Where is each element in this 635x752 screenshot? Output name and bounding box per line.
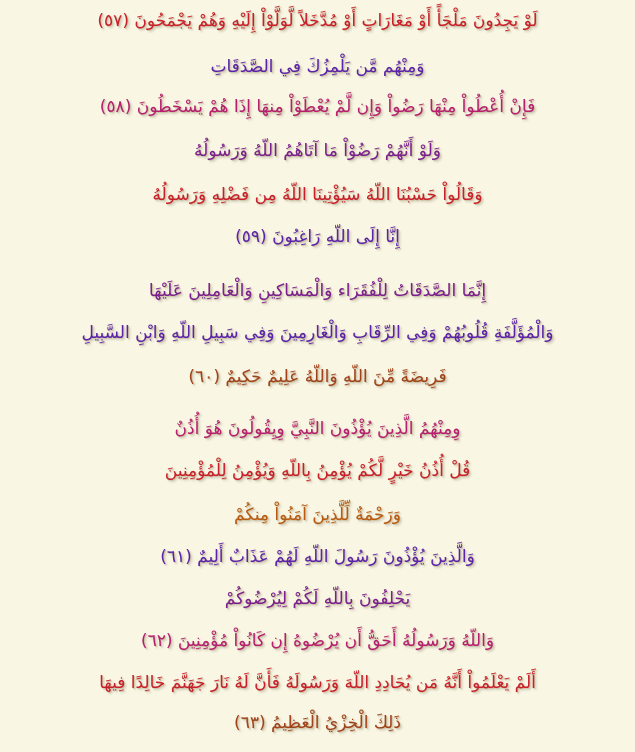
verse-line-60-start: إِنَّمَا الصَّدَقَاتُ لِلْفُقَرَاء وَالْمَسَاكِينِ وَالْعَامِلِينَ عَلَيْهَا (148, 281, 487, 301)
verse-line-60-end: فَرِيضَةً مِّنَ اللّهِ وَاللّهُ عَلِيمٌ حَكِيمٌ (٦٠) (188, 367, 447, 387)
verse-line-61-second: قُلْ أُذُنُ خَيْرٍ لَّكُمْ يُؤْمِنُ بِاللّهِ وَيُؤْمِنُ لِلْمُؤْمِنِينَ (164, 461, 471, 481)
verse-line-57-end: لَوْ يَجِدُونَ مَلْجَأً أَوْ مَغَارَاتٍ أَوْ مُدَّخَلاً لَّوَلَّوْاْ إِلَيْهِ وَهُمْ يَجْمَحُونَ (٥٧) (97, 11, 538, 31)
verse-line-63-start: أَلَمْ يَعْلَمُواْ أَنَّهُ مَن يُحَادِدِ اللّهَ وَرَسُولَهُ فَأَنَّ لَهُ نَارَ جَهَنَّمَ خَالِدًا فِيهَا (99, 673, 536, 693)
verse-line-60-middle: وَالْمُؤَلَّفَةِ قُلُوبُهُمْ وَفِي الرِّقَابِ وَالْغَارِمِينَ وَفِي سَبِيلِ اللّهِ وَابْنِ السَّبِيلِ (81, 323, 554, 343)
verse-line-59-middle: وَقَالُواْ حَسْبُنَا اللّهُ سَيُؤْتِينَا اللّهُ مِن فَضْلِهِ وَرَسُولُهُ (152, 185, 483, 205)
verse-line-59-start: وَلَوْ أَنَّهُمْ رَضُوْاْ مَا آتَاهُمُ اللّهُ وَرَسُولُهُ (194, 141, 441, 161)
verse-line-58-end: فَإِنْ أُعْطُواْ مِنْهَا رَضُواْ وَإِن لَّمْ يُعْطَوْاْ مِنهَا إِذَا هُمْ يَسْخَطُونَ (٥٨) (99, 97, 536, 117)
verse-line-62-start: يَحْلِفُونَ بِاللّهِ لَكُمْ لِيُرْضُوكُمْ (224, 589, 411, 609)
verse-line-61-end: وَالَّذِينَ يُؤْذُونَ رَسُولَ اللّهِ لَهُمْ عَذَابٌ أَلِيمٌ (٦١) (160, 547, 475, 567)
verse-line-59-end: إِنَّا إِلَى اللّهِ رَاغِبُونَ (٥٩) (235, 227, 400, 247)
verse-line-61-start: وِمِنْهُمُ الَّذِينَ يُؤْذُونَ النَّبِيَّ وِيِقُولُونَ هُوَ أُذُنٌ (174, 419, 461, 439)
verse-line-58-start: وَمِنْهُم مَّن يَلْمِزُكَ فِي الصَّدَقَاتِ (210, 57, 425, 77)
verse-line-63-end: ذَلِكَ الْخِزْيُ الْعَظِيمُ (٦٣) (234, 713, 401, 733)
verse-line-61-third: وَرَحْمَةٌ لِّلَّذِينَ آمَنُواْ مِنكُمْ (234, 505, 401, 525)
verse-line-62-end: وَاللّهُ وَرَسُولُهُ أَحَقُّ أَن يُرْضُوهُ إِن كَانُواْ مُؤْمِنِينَ (٦٢) (140, 631, 495, 651)
